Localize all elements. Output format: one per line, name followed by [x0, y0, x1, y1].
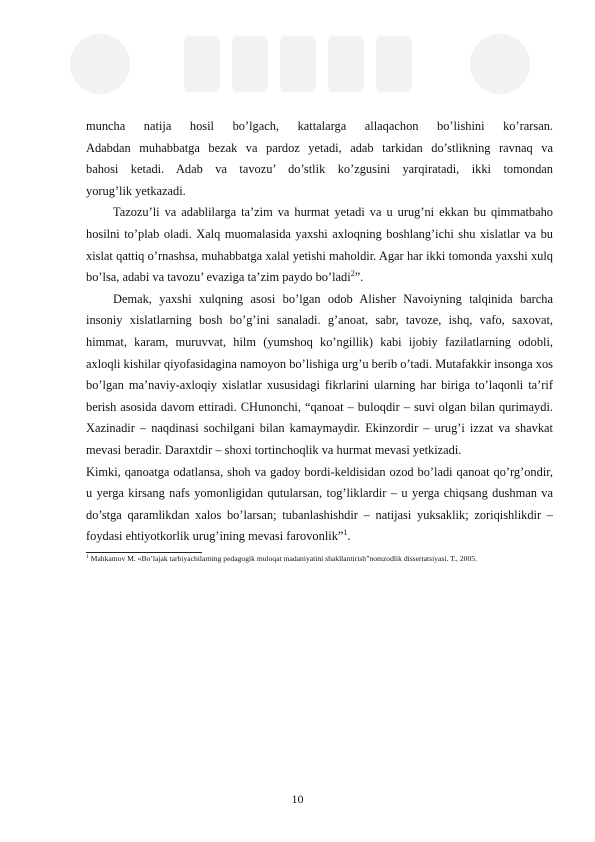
paragraph-kimki-tail: . — [347, 529, 351, 544]
line-2: Adabdan muhabbatga bezak va pardoz yetadi, adab tarkidan do’stlikning ravnaq va — [86, 140, 553, 155]
footnote-divider — [86, 552, 202, 553]
page-number: 10 — [291, 792, 304, 806]
line-1: muncha natija hosil bo’lgach, kattalarga allaqachon bo’lishini ko’rarsan. — [86, 119, 553, 133]
line-4: yorug’lik yetkazadi. — [86, 183, 186, 198]
paragraph-tavozu-tail: ”. — [354, 270, 364, 285]
paragraph-demak: Demak, yaxshi xulqning asosi bo’lgan odob Alisher Navoiyning talqinida barcha insoniy xislatlarning bosh bo’g’ini sanaladi. g’anoat, sabr, tavoze, ishq, vafo, saxovat, himmat, karam, muruvvat, hilm (yumshoq ko’ngillik) kabi ijobiy fazilatlarning odobli, axloqli kishilar qiyofasidagina namoyon bo’lishiga urg’u berib o’tadi. Mutafakkir insonga xos bo’lgan ma’naviy-axloqiy xislatlar xususidagi fikrlarini ularning har biriga to’laqonli ta’rif berish asosida davom ettiradi. CHunonchi, “qanoat – buloqdir – suvi olgan bilan qurimaydi. — [86, 291, 553, 414]
paragraph-tavozu — [86, 202, 553, 288]
paragraph-kimki — [86, 462, 553, 548]
paragraph-tavozu-text: Tazozu’li va adablilarga ta’zim va hurmat yetadi va u urug’ni ekkan bu qimmatbaho hosilni to’plab oladi. Xalq muomalasida yaxshi axloqning boshlang’ichi shu xislatlar va bu xislat qattiq o’rnashsa, muhabbatga xalal yetishi maholdir. Agar har ikki tomonda yaxshi xulq bo’lsa, adabi va tavozu’ evaziga ta’zim paydo bo’ladi — [86, 205, 553, 285]
paragraph-kimki-text: Kimki, qanoatga odatlansa, shoh va gadoy bordi-keldisidan ozod bo’ladi qanoat qo’rg’ondir, u yerga kirsang nafs yomonligidan qutularsan, tog’liklardir – u yerga chiqsang dushman va do’stga qaramlikdan xalos bo’larsan; tubanlashishdir – natijasi yuksaklik; zoriqishlikdir – foydasi ehtiyotkorlik urug’ining mevasi farovonlik” — [86, 464, 553, 544]
footnote-ref-1: 1 — [343, 528, 348, 538]
watermark-logo — [0, 0, 595, 120]
line-3: bahosi ketadi. Adab va tavozu’ do’stlik ko’zgusini yarqiratadi, ikki tomondan — [86, 162, 553, 177]
paragraph-xazinadir: Xazinadir – naqdinasi sochilgani bilan kamaymaydir. Ekinzordir – urug’i izzat va shavkat mevasi beradir. Daraxtdir – shoxi tortinchoqlik va hurmat mevasi yetkizadi. — [86, 421, 553, 457]
footnote-marker: 1 — [86, 553, 89, 560]
footnote-text: Mahkamov M. «Bo’lajak tarbiyachilarning pedagogik muloqat madaniyatini shakllantirish”nomzodlik dissertatsiyasi. T., 2005. — [88, 553, 477, 563]
footnote-ref-2: 2 — [350, 269, 355, 279]
page-body — [86, 116, 553, 564]
footnote — [86, 554, 553, 565]
